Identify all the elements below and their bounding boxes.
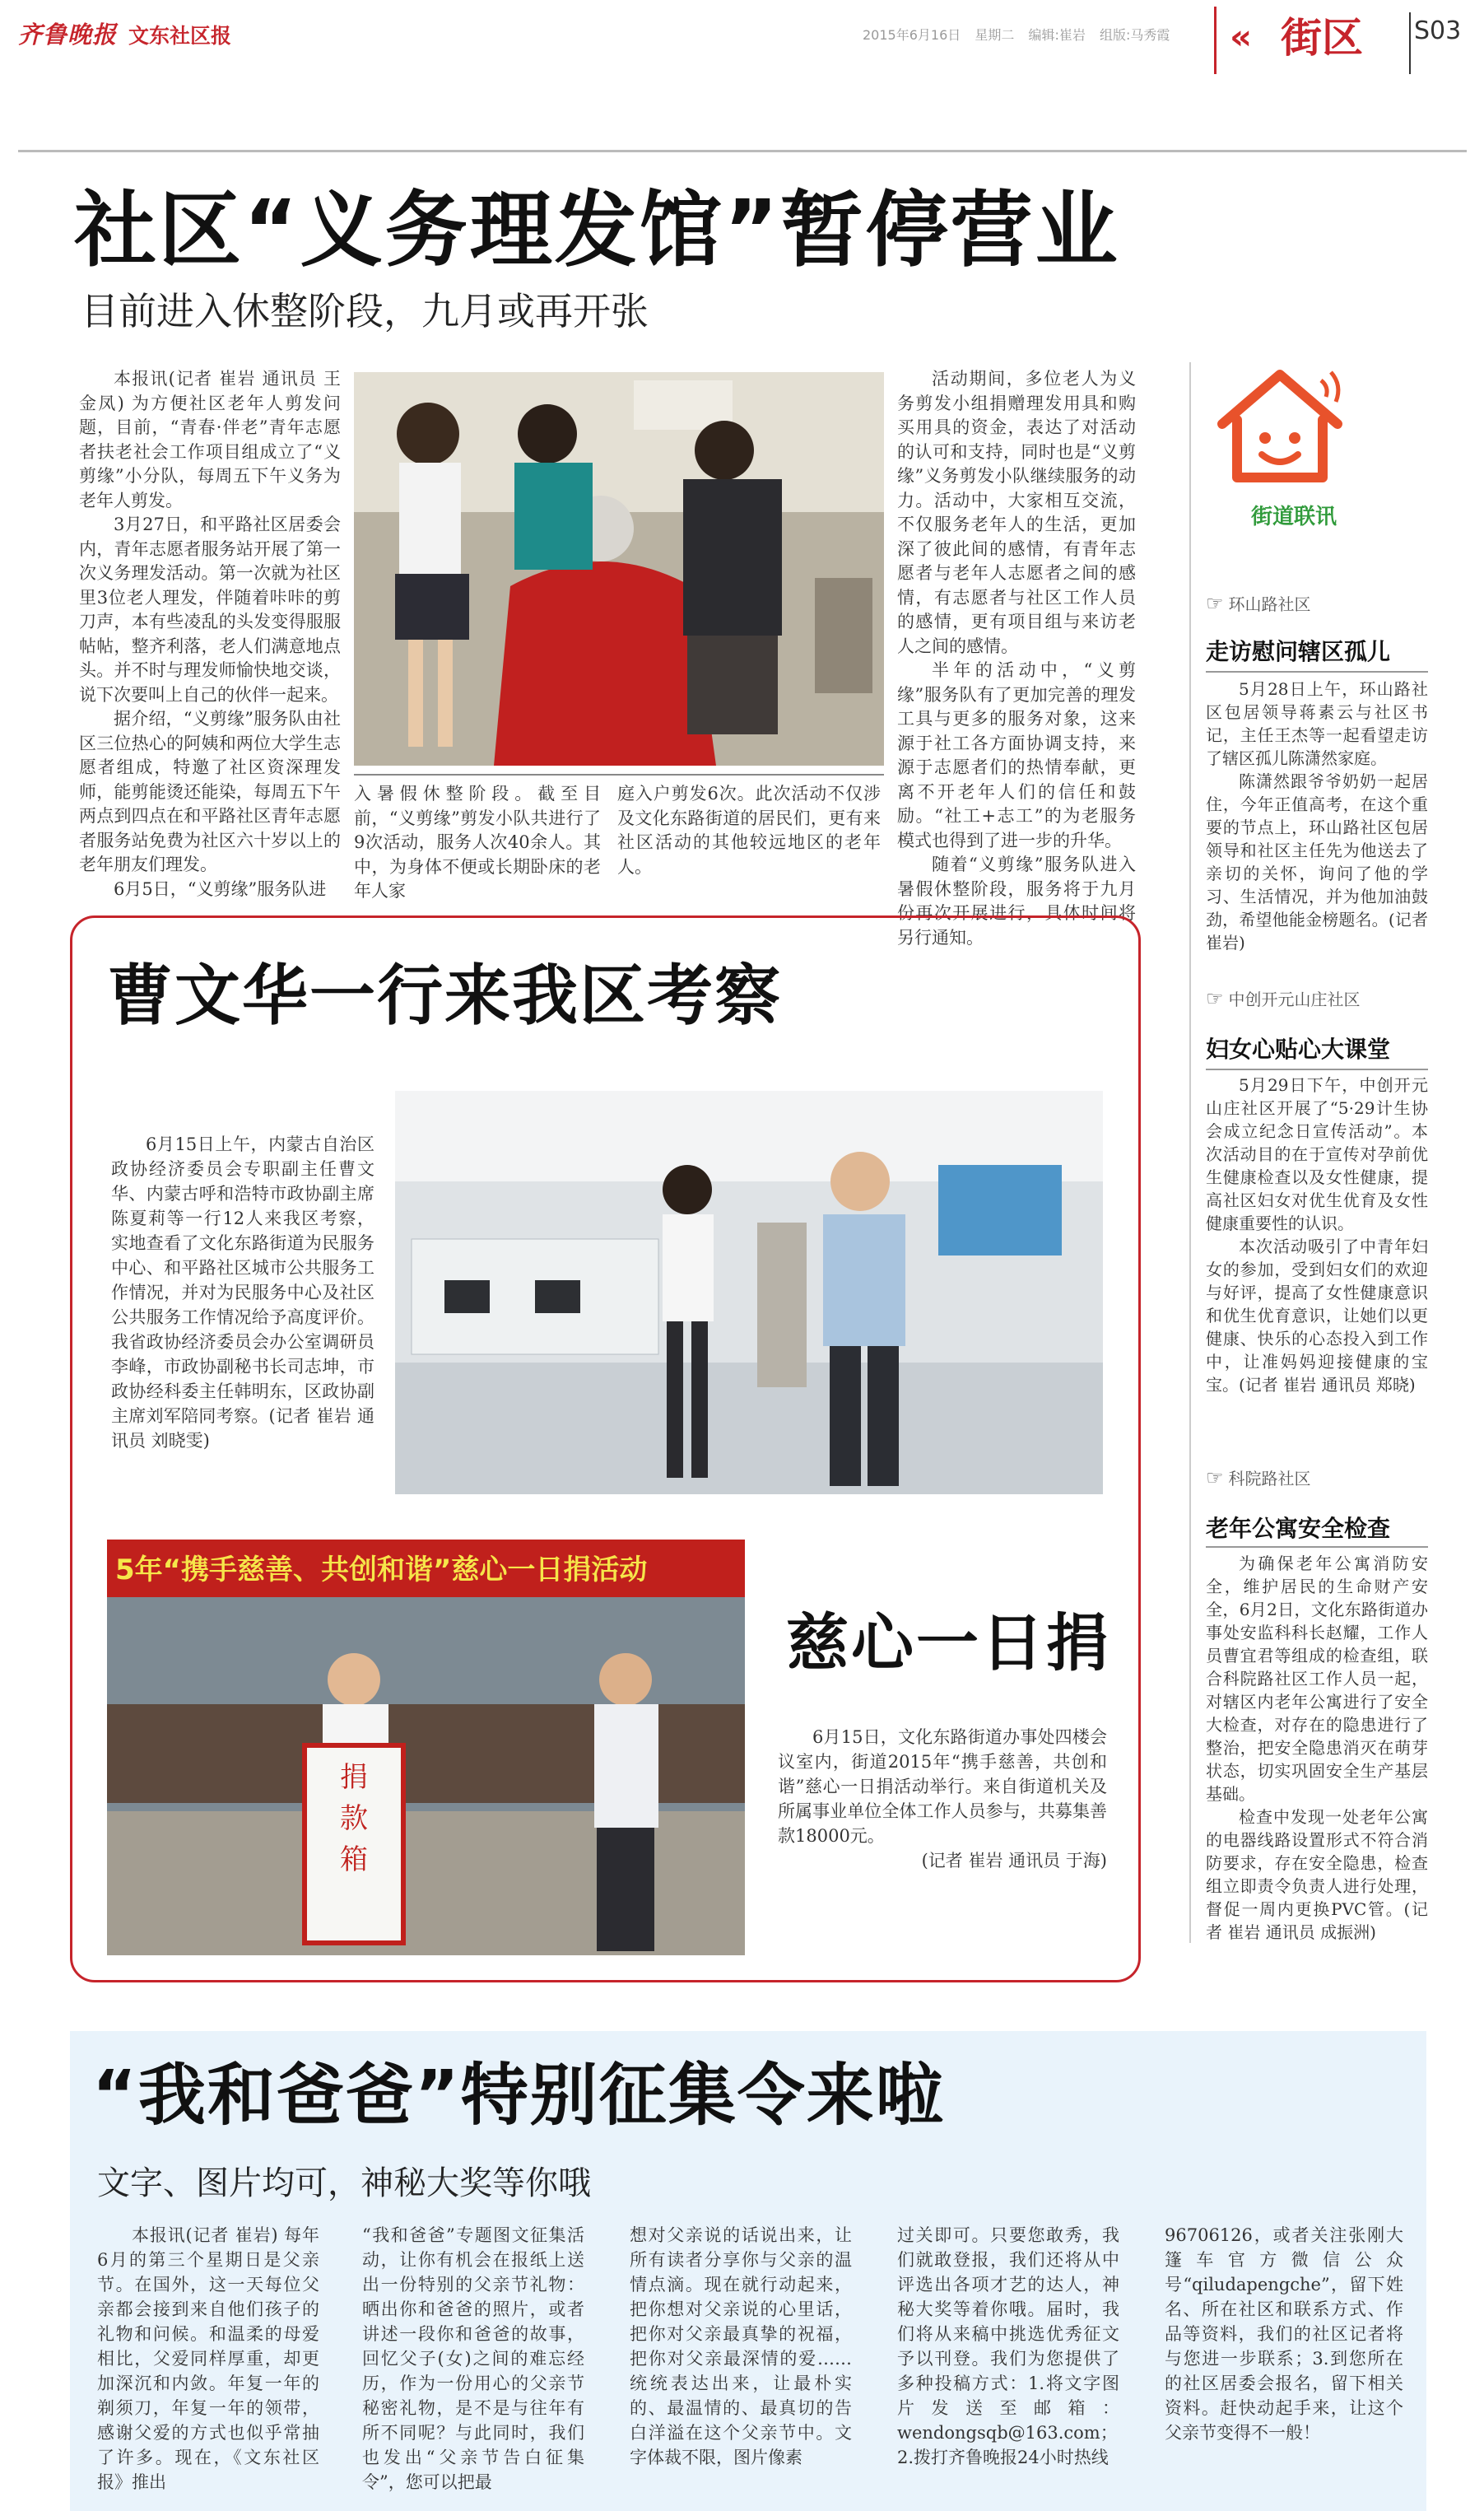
haircut-photo <box>354 372 884 766</box>
paragraph: 半年的活动中，“义剪缘”服务队有了更加完善的理发工具与更多的服务对象，这来源于社工各方面协调支持，来源于志愿者们的热情奉献，更离不开老年人们的信任和鼓励。“社工+志工”的为老服务模式也得到了进一步的升华。 <box>897 660 1136 850</box>
article1-column-2 <box>354 782 601 904</box>
paragraph: 想对父亲说的话说出来，让所有读者分享你与父亲的温情点滴。现在就行动起来，把你想对父亲说的心里话，把你对父亲最真挚的祝福，把你对父亲最深情的爱……统统表达出来，让最朴实的、最温情的、最真切的告白洋溢在这个父亲节中。文字体裁不限，图片像素 <box>630 2225 852 2467</box>
paragraph: 本报讯(记者 崔岩) 每年6月的第三个星期日是父亲节。在国外，这一天每位父亲都会接到来自他们孩子的礼物和问候。和温柔的母爱相比，父爱同样厚重，却更加深沉和内敛。年复一年的剃须刀，年复一年的领带，感谢父爱的方式也似乎常抽了许多。现在，《文东社区报》推出 <box>97 2225 319 2492</box>
article4-column-5 <box>1165 2223 1403 2445</box>
sidebar-item-tag <box>1206 986 1361 1010</box>
sidebar-divider <box>1189 362 1191 1943</box>
article4-column-3 <box>630 2223 852 2470</box>
pointing-hand-icon: ☞ <box>1206 1466 1224 1489</box>
pointing-hand-icon: ☞ <box>1206 987 1224 1010</box>
paragraph: 陈潇然跟爷爷奶奶一起居住，今年正值高考，在这个重要的节点上，环山路社区包居领导和社区主任先为他送去了亲切的关怀，询问了他的学习、生活情况，并为他加油鼓劲，希望他能金榜题名。(记者 崔岩) <box>1206 771 1428 953</box>
paragraph: 6月15日，文化东路街道办事处四楼会议室内，街道2015年“携手慈善，共创和谐”慈心一日捐活动举行。来自街道机关及所属事业单位全体工作人员参与，共募集善款18000元。 <box>778 1727 1107 1846</box>
sidebar-item-title: 妇女心贴心大课堂 <box>1206 1036 1391 1063</box>
sidebar-item-title: 走访慰问辖区孤儿 <box>1206 638 1391 665</box>
newspaper-logo: 齐鲁晚报 <box>18 21 118 49</box>
article2-headline: 曹文华一行来我区考察 <box>107 957 782 1034</box>
article4-subheadline: 文字、图片均可，神秘大奖等你哦 <box>97 2164 591 2202</box>
community-name: 中创开元山庄社区 <box>1228 990 1361 1009</box>
paragraph: “我和爸爸”专题图文征集活动，让你有机会在报纸上送出一份特别的父亲节礼物：晒出你和爸爸的照片，或者讲述一段你和爸爸的故事，回忆父子(女)之间的难忘经历，作为一份用心的父亲节秘密礼物，是不是与往年有所不同呢？与此同时，我们也发出“父亲节告白征集令”，您可以把最 <box>362 2225 584 2492</box>
article2-body <box>111 1132 374 1453</box>
sidebar-item-body <box>1206 678 1428 954</box>
article4-column-4 <box>897 2223 1119 2470</box>
editor-credit: 编辑:崔岩 <box>1028 27 1086 43</box>
paragraph: 5月28日上午，环山路社区包居领导蒋素云与社区书记，主任王杰等一起看望走访了辖区孤儿陈潇然家庭。 <box>1206 679 1428 768</box>
paragraph: 本次活动吸引了中青年妇女的参加，受到妇女们的欢迎与好评，提高了女性健康意识和优生优育意识，让她们以更健康、快乐的心态投入到工作中，让准妈妈迎接健康的宝宝。(记者 崔岩 通讯员 郑晓) <box>1206 1237 1428 1395</box>
paragraph: 6月5日，“义剪缘”服务队进 <box>114 878 327 899</box>
article1-column-4 <box>897 367 1136 950</box>
article1-subheadline: 目前进入休整阶段，九月或再开张 <box>81 289 649 333</box>
box-label-char: 捐款箱 <box>340 1761 368 1876</box>
paragraph: 6月15日上午，内蒙古自治区政协经济委员会专职副主任曹文华、内蒙古呼和浩特市政协副主席陈夏莉等一行12人来我区考察，实地查看了文化东路街道为民服务中心、和平路社区城市公共服务工作情况，并对为民服务中心及社区公共服务工作情况给予高度评价。我省政协经济委员会办公室调研员李峰，市政协副秘书长司志坤，市政协经科委主任韩明东，区政协副主席刘军陪同考察。(记者 崔岩 通讯员 刘晓雯) <box>111 1134 374 1451</box>
issue-date: 2015年6月16日 <box>863 27 961 43</box>
paragraph: 随着“义剪缘”服务队进入暑假休整阶段，服务将于九月份再次开展进行，具体时间将另行通知。 <box>897 855 1136 948</box>
sidebar-heading: 街道联讯 <box>1251 505 1337 529</box>
article4-headline: “我和爸爸”特别征集令来啦 <box>92 2057 945 2135</box>
byline: (记者 崔岩 通讯员 于海) <box>921 1851 1107 1870</box>
smiling-house-icon <box>1206 362 1354 486</box>
article1-headline: 社区“义务理发馆”暂停营业 <box>74 182 1120 278</box>
layout-credit: 组版:马秀霞 <box>1099 27 1170 43</box>
paragraph: 据介绍，“义剪缘”服务队由社区三位热心的阿姨和两位大学生志愿者组成，特邀了社区资深理发师，能剪能烫还能染，每周五下午两点到四点在和平路社区青年志愿者服务站免费为社区六十岁以上的老年朋友们理发。 <box>79 709 341 874</box>
paragraph: 3月27日，和平路社区居委会内，青年志愿者服务站开展了第一次义务理发活动。第一次就为社区里3位老人理发，伴随着咔咔的剪刀声，本有些凌乱的头发变得服服帖帖，整齐利落，老人们满意地点头。并不时与理发师愉快地交谈，说下次要叫上自己的伙伴一起来。 <box>79 515 341 705</box>
inspection-photo <box>395 1091 1103 1494</box>
sidebar-item-tag <box>1206 1465 1311 1489</box>
header-divider <box>1409 12 1411 74</box>
page-number: S03 <box>1414 16 1462 45</box>
article1-column-1 <box>79 367 341 901</box>
header-rule <box>18 150 1467 152</box>
section-label: 街区 <box>1281 14 1363 62</box>
issue-weekday: 星期二 <box>975 27 1015 43</box>
divider <box>1206 1546 1428 1548</box>
sidebar-item-body <box>1206 1074 1428 1396</box>
paragraph: 96706126，或者关注张刚大篷车官方微信公众号“qiludapengche”，留下姓名、所在社区和联系方式、作品等资料，我们的社区记者将与您进一步联系；3.到您所在的社区居委会报名，留下相关资料。赶快动起手来，让这个父亲节变得不一般！ <box>1165 2225 1403 2443</box>
article1-column-3 <box>617 782 881 879</box>
paragraph: 为确保老年公寓消防安全，维护居民的生命财产安全，6月2日，文化东路街道办事处安监科科长赵耀，工作人员曹宜君等组成的检查组，联合科院路社区工作人员一起，对辖区内老年公寓进行了安全大检查，对存在的隐患进行了整治，把安全隐患消灭在萌芽状态，切实巩固安全生产基层基础。 <box>1206 1554 1428 1804</box>
sidebar-item-body <box>1206 1552 1428 1944</box>
sidebar-item-title: 老年公寓安全检查 <box>1206 1515 1391 1542</box>
article3-headline: 慈心一日捐 <box>786 1606 1111 1679</box>
paragraph: 入暑假休整阶段。截至目前，“义剪缘”剪发小队共进行了9次活动，服务人次40余人。其中，为身体不便或长期卧床的老年人家 <box>354 784 601 901</box>
double-chevron-left-icon: « <box>1230 16 1253 57</box>
paragraph: 活动期间，多位老人为义务剪发小组捐赠理发用具和购买用具的资金，表达了对活动的认可和支持，同时也是“义剪缘”义务剪发小队继续服务的动力。活动中，大家相互交流，不仅服务老年人的生活，更加深了彼此间的感情，有青年志愿者与老年人志愿者之间的感情，有志愿者与社区工作人员的感情，更有项目组与来访老人之间的感情。 <box>897 369 1136 656</box>
paragraph: 5月29日下午，中创开元山庄社区开展了“5·29计生协会成立纪念日宣传活动”。本次活动目的在于宣传对孕前优生健康检查以及女性健康，提高社区妇女对优生优育及女性健康重要性的认识。 <box>1206 1075 1428 1233</box>
article3-body <box>778 1725 1107 1873</box>
charity-donation-photo <box>107 1540 745 1955</box>
edition-name: 文东社区报 <box>128 24 232 48</box>
sidebar-item-tag <box>1206 591 1311 615</box>
community-name: 环山路社区 <box>1228 594 1311 614</box>
article4-column-2 <box>362 2223 584 2495</box>
article4-column-1 <box>97 2223 319 2495</box>
header-meta <box>863 25 1179 44</box>
community-name: 科院路社区 <box>1228 1469 1311 1488</box>
pointing-hand-icon: ☞ <box>1206 592 1224 615</box>
paragraph: 检查中发现一处老年公寓的电器线路设置形式不符合消防要求，存在安全隐患，检查组立即责令负责人进行处理，督促一周内更换PVC管。(记者 崔岩 通讯员 成振洲) <box>1206 1807 1428 1942</box>
divider <box>354 774 884 776</box>
divider <box>1206 1069 1428 1070</box>
paragraph: 庭入户剪发6次。此次活动不仅涉及文化东路街道的居民们，更有来社区活动的其他较远地区的老年人。 <box>617 784 881 877</box>
paragraph: 本报讯(记者 崔岩 通讯员 王金凤) 为方便社区老年人剪发问题，目前，“青春·伴老”青年志愿者扶老社会工作项目组成立了“义剪缘”小分队，每周五下午义务为老年人剪发。 <box>79 369 341 510</box>
banner-text: 5年“携手慈善、共创和谐”慈心一日捐活动 <box>115 1554 648 1586</box>
paragraph: 过关即可。只要您敢秀，我们就敢登报，我们还将从中评选出各项才艺的达人，神秘大奖等着你哦。届时，我们将从来稿中挑选优秀征文予以刊登。我们为您提供了多种投稿方式：1.将文字图片发送至邮箱：wendongsqb@163.com；2.拨打齐鲁晚报24小时热线 <box>897 2225 1119 2467</box>
divider <box>1206 671 1428 673</box>
